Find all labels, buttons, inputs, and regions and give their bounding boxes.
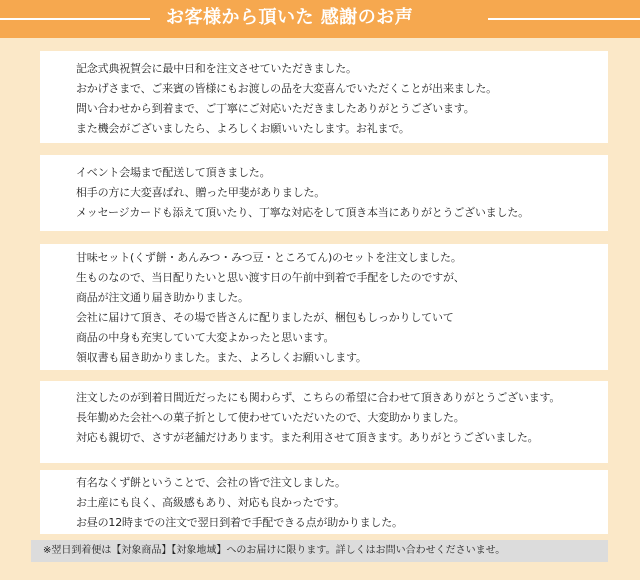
header-divider-right (488, 18, 640, 20)
review-line: 領収書も届き助かりました。また、よろしくお願いします。 (76, 351, 367, 364)
review-card-1 (40, 51, 608, 143)
review-line: 有名なくず餅ということで、会社の皆で注文しました。 (76, 476, 346, 489)
review-line: 甘味セット(くず餅・あんみつ・みつ豆・ところてん)のセットを注文しました。 (76, 251, 462, 264)
review-line: お昼の12時までの注文で翌日到着で手配できる点が助かりました。 (76, 516, 403, 529)
review-line: 生ものなので、当日配りたいと思い渡す日の午前中到着で手配をしたのですが、 (76, 271, 465, 284)
review-card-2 (40, 155, 608, 231)
review-card-5 (40, 470, 608, 534)
review-line: おかげさまで、ご来賓の皆様にもお渡しの品を大変喜んでいただくことが出来ました。 (76, 82, 497, 95)
review-line: メッセージカードも添えて頂いたり、丁寧な対応をして頂き本当にありがとうございました。 (76, 206, 529, 219)
section-header (0, 0, 640, 38)
review-line: 相手の方に大変喜ばれ、贈った甲斐がありました。 (76, 186, 326, 199)
review-line: 対応も親切で、さすが老舗だけあります。また利用させて頂きます。ありがとうございました。 (76, 431, 539, 444)
review-line: 会社に届けて頂き、その場で皆さんに配りましたが、梱包もしっかりしていて (76, 311, 454, 324)
header-divider-left (0, 18, 150, 20)
review-line: 商品が注文通り届き助かりました。 (76, 291, 249, 304)
review-line: 商品の中身も充実していて大変よかったと思います。 (76, 331, 335, 344)
review-card-4 (40, 381, 608, 463)
review-line: イベント会場まで配送して頂きました。 (76, 166, 271, 179)
section-title: お客様から頂いた 感謝のお声 (166, 7, 414, 28)
review-line: 記念式典祝賀会に最中日和を注文させていただきました。 (76, 62, 357, 75)
review-line: 問い合わせから到着まで、ご丁寧にご対応いただきましたありがとうございます。 (76, 102, 475, 115)
review-line: また機会がございましたら、よろしくお願いいたします。お礼まで。 (76, 122, 410, 135)
review-line: 長年勤めた会社への菓子折として使わせていただいたので、大変助かりました。 (76, 411, 465, 424)
review-line: お土産にも良く、高級感もあり、対応も良かったです。 (76, 496, 345, 509)
delivery-note: ※翌日到着便は【対象商品】【対象地域】へのお届けに限ります。詳しくはお問い合わせくださいませ。 (31, 540, 608, 562)
review-card-3 (40, 244, 608, 370)
review-line: 注文したのが到着日間近だったにも関わらず、こちらの希望に合わせて頂きありがとうございます。 (76, 391, 561, 404)
